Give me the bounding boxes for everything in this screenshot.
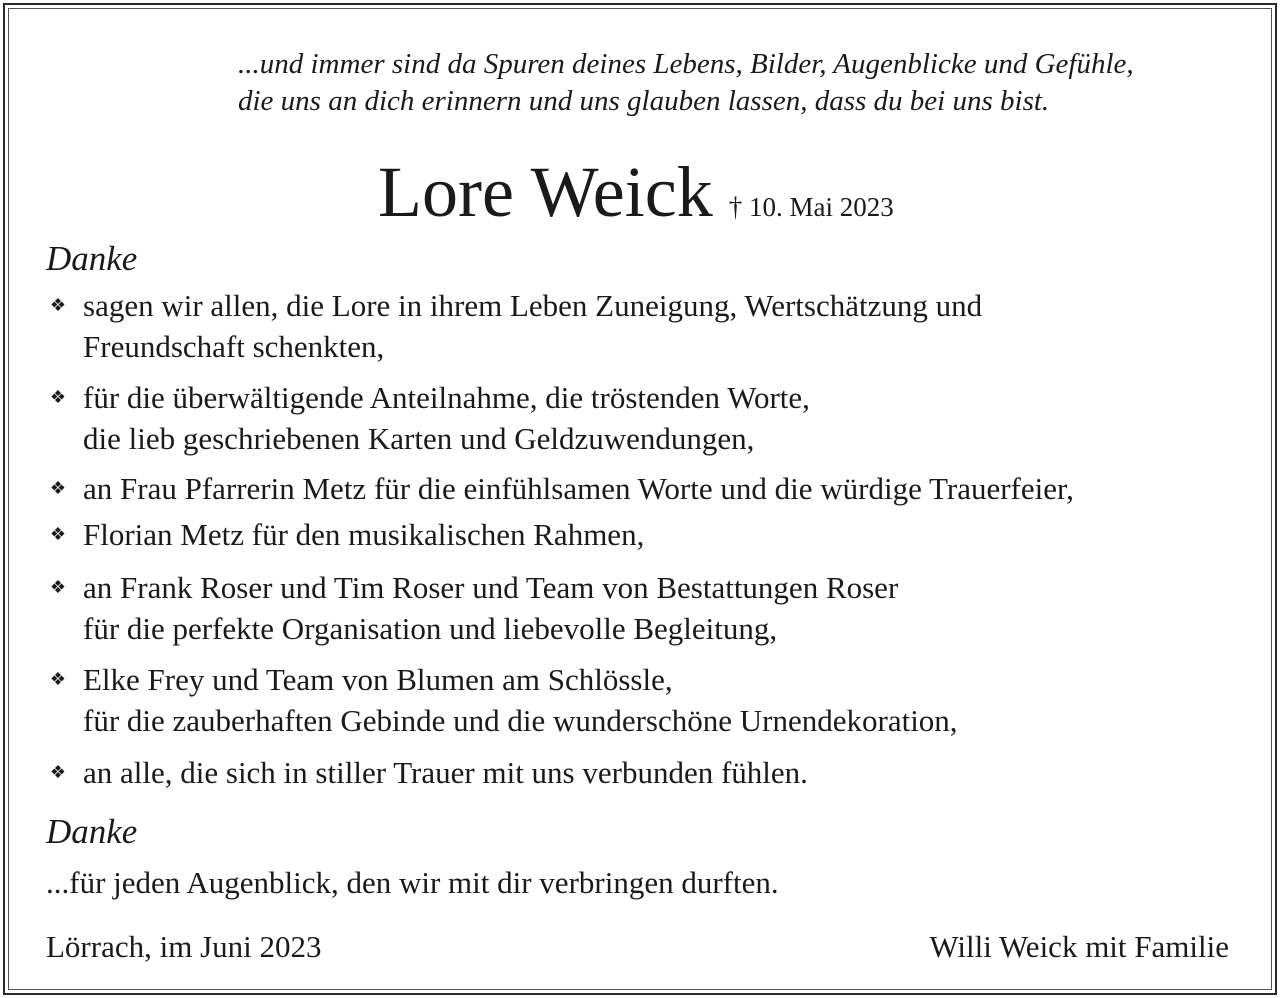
bullet-icon: ❖ bbox=[49, 524, 67, 544]
thanks-item bbox=[46, 752, 808, 793]
thanks-item bbox=[46, 659, 958, 741]
thanks-item bbox=[46, 377, 810, 459]
deceased-heading bbox=[378, 148, 894, 236]
thanks-item-line: an Frau Pfarrerin Metz für die einfühlsamen Worte und die würdige Trauerfeier, bbox=[83, 471, 1074, 506]
thanks-item-line: für die zauberhaften Gebinde und die wunderschöne Urnendekoration, bbox=[83, 703, 958, 738]
bullet-icon: ❖ bbox=[49, 478, 67, 498]
signature: Willi Weick mit Familie bbox=[929, 929, 1229, 964]
bullet-icon: ❖ bbox=[49, 387, 67, 407]
motto-line-2: die uns an dich erinnern und uns glauben lassen, dass du bei uns bist. bbox=[238, 85, 1050, 117]
thanks-item-line: an alle, die sich in stiller Trauer mit uns verbunden fühlen. bbox=[83, 755, 808, 790]
thanks-item-line: für die überwältigende Anteilnahme, die tröstenden Worte, bbox=[83, 380, 810, 415]
thanks-item-line: Freundschaft schenkten, bbox=[83, 329, 385, 364]
thanks-item-line: Florian Metz für den musikalischen Rahmen, bbox=[83, 517, 645, 552]
thanks-item-line: für die perfekte Organisation und liebevolle Begleitung, bbox=[83, 611, 778, 646]
bullet-icon: ❖ bbox=[49, 577, 67, 597]
closing-heading: Danke bbox=[46, 812, 138, 851]
bullet-icon: ❖ bbox=[49, 295, 67, 315]
thanks-item-line: an Frank Roser und Tim Roser und Team von Bestattungen Roser bbox=[83, 570, 899, 605]
thanks-item-line: die lieb geschriebenen Karten und Geldzuwendungen, bbox=[83, 421, 755, 456]
deceased-name: Lore Weick bbox=[378, 152, 713, 232]
bullet-icon: ❖ bbox=[49, 762, 67, 782]
thanks-item bbox=[46, 567, 898, 649]
thanks-item-line: Elke Frey und Team von Blumen am Schlössle, bbox=[83, 662, 673, 697]
death-date: † 10. Mai 2023 bbox=[728, 192, 894, 222]
bullet-icon: ❖ bbox=[49, 669, 67, 689]
closing-text: ...für jeden Augenblick, den wir mit dir verbringen durften. bbox=[46, 865, 779, 900]
thanks-item-line: sagen wir allen, die Lore in ihrem Leben Zuneigung, Wertschätzung und bbox=[83, 288, 983, 323]
thanks-item bbox=[46, 514, 644, 555]
thanks-heading: Danke bbox=[46, 239, 138, 278]
thanks-item bbox=[46, 468, 1074, 509]
place-date: Lörrach, im Juni 2023 bbox=[46, 929, 322, 964]
motto-quote bbox=[238, 46, 1134, 120]
thanks-item bbox=[46, 285, 982, 367]
motto-line-1: ...und immer sind da Spuren deines Lebens, Bilder, Augenblicke und Gefühle, bbox=[238, 48, 1134, 80]
